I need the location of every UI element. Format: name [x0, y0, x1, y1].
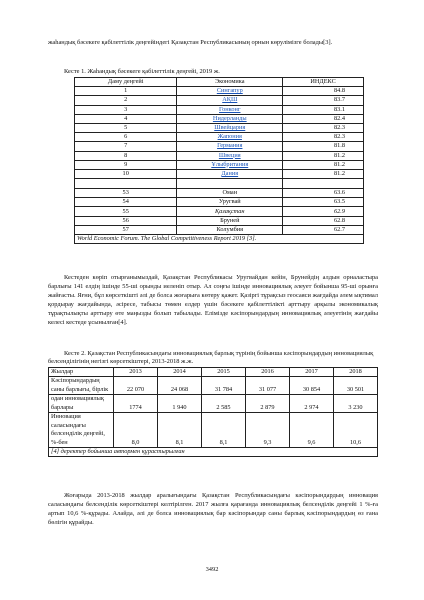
- rank-cell: 8: [75, 151, 177, 160]
- intro-paragraph: жаһандық бәсекеге қабілеттілік деңгейіндегі Қазақстан Республикасының орнын көрулімізге болады[3].: [48, 39, 333, 46]
- economy-cell: [177, 142, 283, 151]
- innovation-activity-table: [48, 367, 378, 457]
- economy-cell: [177, 207, 283, 216]
- table1-caption: Кесте 1. Жаһандық бәсекеге қабілеттілік деңгейі, 2019 ж.: [64, 68, 220, 75]
- table2-header-row: [49, 368, 378, 377]
- middle-paragraph: Кестеден көріп отырғанымыздай, Қазақстан Республикасы Уругвайдан кейін, Брунейдің алдын орналастыра барлығы 141 елдің ішінде 55-ші орынды иеленіп отыр. Ал соңғы ішінде инновациялық әлеует бойынша 95-ші орынға жайғасты. Яғни, бұл көрсеткішті әлі де болса жоғарыға көтеру қажет. Қазіргі тұрақсыз геосаяси жағдайда әлем ықтимал қордырау жағдайында, әсіресе, табысы төмен елдер үшін бәсекеге қабілеттілікті арттыру арқылы экономикалық тұрақтылықты арттыру өте маңызды болып табылады. Елімізде кәсіпорындардың инновациялық әлеуетінің жағдайы келесі кестеде ұсынылған[4].: [48, 274, 378, 326]
- index-cell: 83.7: [283, 96, 364, 105]
- economy-link[interactable]: Нидерланды: [212, 114, 247, 122]
- value-cell: 30 854: [290, 377, 334, 395]
- value-cell: 1 940: [158, 395, 202, 413]
- table-row: [75, 216, 364, 225]
- table-row: [49, 395, 378, 413]
- rank-cell: 57: [75, 225, 177, 234]
- table1-header-cell: Даму деңгейі: [75, 78, 177, 87]
- index-cell: 62.7: [283, 225, 364, 234]
- table2-header-cell: 2017: [290, 368, 334, 377]
- economy-name: Оман: [222, 189, 238, 197]
- economy-cell: [177, 105, 283, 114]
- economy-cell: [177, 189, 283, 198]
- rank-cell: 2: [75, 96, 177, 105]
- table-row: [75, 114, 364, 123]
- table-row: [75, 105, 364, 114]
- table-row: [49, 413, 378, 448]
- economy-link[interactable]: Сингапур: [216, 87, 243, 95]
- empty-cell: [283, 179, 364, 189]
- economy-cell: [177, 216, 283, 225]
- table2-header-cell: Жылдар: [49, 368, 114, 377]
- table2-header-cell: 2016: [246, 368, 290, 377]
- value-cell: 9,3: [246, 413, 290, 448]
- table1-header-cell: ИНДЕКС: [283, 78, 364, 87]
- rank-cell: 9: [75, 160, 177, 169]
- rank-cell: 7: [75, 142, 177, 151]
- economy-cell: [177, 225, 283, 234]
- index-cell: 83.1: [283, 105, 364, 114]
- table1-source: World Economic Forum. The Global Competitiveness Report 2019 [3].: [75, 235, 364, 244]
- table-row: [75, 225, 364, 234]
- table1-source-row: [75, 235, 364, 244]
- table2-caption: Кесте 2. Қазақстан Республикасындағы инновациялық барлық түрінің бойынша кәсіпорындардың инновациялық белсенділігінің негізгі көрсеткіштері, 2013-2018 ж.ж.: [48, 350, 374, 365]
- economy-cell: [177, 96, 283, 105]
- page-number: 3492: [205, 566, 219, 573]
- table2-header-cell: 2018: [334, 368, 378, 377]
- table-row: [75, 142, 364, 151]
- row-label: Инновация саласындағы белсенділік деңгейі, %-бен: [49, 413, 114, 448]
- table2-source: [4] деректер бойынша автормен құрастырылған: [49, 448, 378, 457]
- value-cell: 2 585: [202, 395, 246, 413]
- empty-cell: [177, 179, 283, 189]
- index-cell: 82.4: [283, 114, 364, 123]
- table-row: [75, 160, 364, 169]
- rank-cell: 5: [75, 123, 177, 132]
- table-row: [75, 133, 364, 142]
- economy-link[interactable]: Ұлыбритания: [211, 160, 249, 168]
- table-row: [75, 87, 364, 96]
- table-row: [75, 198, 364, 207]
- economy-cell: [177, 123, 283, 132]
- economy-link[interactable]: Гонконг: [219, 105, 241, 113]
- table2-source-row: [49, 448, 378, 457]
- index-cell: 81.8: [283, 142, 364, 151]
- index-cell: 81.2: [283, 160, 364, 169]
- table2-header-cell: 2013: [114, 368, 158, 377]
- index-cell: 82.3: [283, 123, 364, 132]
- table-row: [49, 377, 378, 395]
- economy-cell: [177, 87, 283, 96]
- economy-name: Қазақстан: [214, 207, 245, 215]
- empty-cell: [75, 179, 177, 189]
- value-cell: 1774: [114, 395, 158, 413]
- economy-link[interactable]: АҚШ: [222, 96, 238, 104]
- value-cell: 31 077: [246, 377, 290, 395]
- economy-name: Уругвай: [218, 198, 241, 206]
- economy-cell: [177, 169, 283, 178]
- rank-cell: 53: [75, 189, 177, 198]
- value-cell: 3 230: [334, 395, 378, 413]
- economy-cell: [177, 133, 283, 142]
- table-row: [75, 189, 364, 198]
- index-cell: 81.2: [283, 151, 364, 160]
- final-paragraph: Жоғарыда 2013-2018 жылдар аралығындағы Қазақстан Республикасындағы кәсіпорындардың инновация саласындағы белсенділік көрсеткіштері келтірілген. 2017 жылға қарағанда инновациялық белсенділік деңгейі 1 %-ға артып 10,6 %-құрады. Алайда, әлі де болса инновациялық бар кәсіпорындар саны барлық кәсіпорындардың өз ғана бөлігін құрайды.: [48, 492, 378, 526]
- economy-cell: [177, 114, 283, 123]
- value-cell: 30 501: [334, 377, 378, 395]
- index-cell: 63.6: [283, 189, 364, 198]
- index-cell: 82.3: [283, 133, 364, 142]
- rank-cell: 10: [75, 169, 177, 178]
- rank-cell: 56: [75, 216, 177, 225]
- table-gap-row: [75, 179, 364, 189]
- index-cell: 62.8: [283, 216, 364, 225]
- economy-link[interactable]: Дания: [221, 169, 239, 177]
- table-row: [75, 207, 364, 216]
- value-cell: 8,0: [114, 413, 158, 448]
- economy-cell: [177, 198, 283, 207]
- value-cell: 9,6: [290, 413, 334, 448]
- economy-link[interactable]: Швейцария: [214, 124, 246, 132]
- rank-cell: 54: [75, 198, 177, 207]
- economy-name: Колумбия: [216, 225, 244, 233]
- value-cell: 10,6: [334, 413, 378, 448]
- rank-cell: 3: [75, 105, 177, 114]
- value-cell: 8,1: [202, 413, 246, 448]
- index-cell: 63.5: [283, 198, 364, 207]
- competitiveness-table: [74, 77, 364, 244]
- table-row: [75, 169, 364, 178]
- row-label: одан инновациялық барлары: [49, 395, 114, 413]
- economy-cell: [177, 160, 283, 169]
- economy-link[interactable]: Жапония: [217, 133, 242, 141]
- table2-header-cell: 2015: [202, 368, 246, 377]
- economy-link[interactable]: Швеция: [218, 151, 241, 159]
- economy-link[interactable]: Германия: [217, 142, 243, 150]
- rank-cell: 1: [75, 87, 177, 96]
- table-row: [75, 123, 364, 132]
- index-cell: 81.2: [283, 169, 364, 178]
- rank-cell: 4: [75, 114, 177, 123]
- table-row: [75, 151, 364, 160]
- economy-cell: [177, 151, 283, 160]
- value-cell: 2 974: [290, 395, 334, 413]
- row-label: Кәсіпорындардың саны барлығы, бірлік: [49, 377, 114, 395]
- table1-header-cell: Экономика: [177, 78, 283, 87]
- index-cell: 62.9: [283, 207, 364, 216]
- rank-cell: 6: [75, 133, 177, 142]
- value-cell: 24 068: [158, 377, 202, 395]
- value-cell: 22 070: [114, 377, 158, 395]
- value-cell: 2 879: [246, 395, 290, 413]
- table-row: [75, 96, 364, 105]
- table1-header-row: [75, 78, 364, 87]
- economy-name: Бруней: [220, 216, 240, 224]
- value-cell: 31 784: [202, 377, 246, 395]
- table2-header-cell: 2014: [158, 368, 202, 377]
- value-cell: 8,1: [158, 413, 202, 448]
- rank-cell: 55: [75, 207, 177, 216]
- index-cell: 84.8: [283, 87, 364, 96]
